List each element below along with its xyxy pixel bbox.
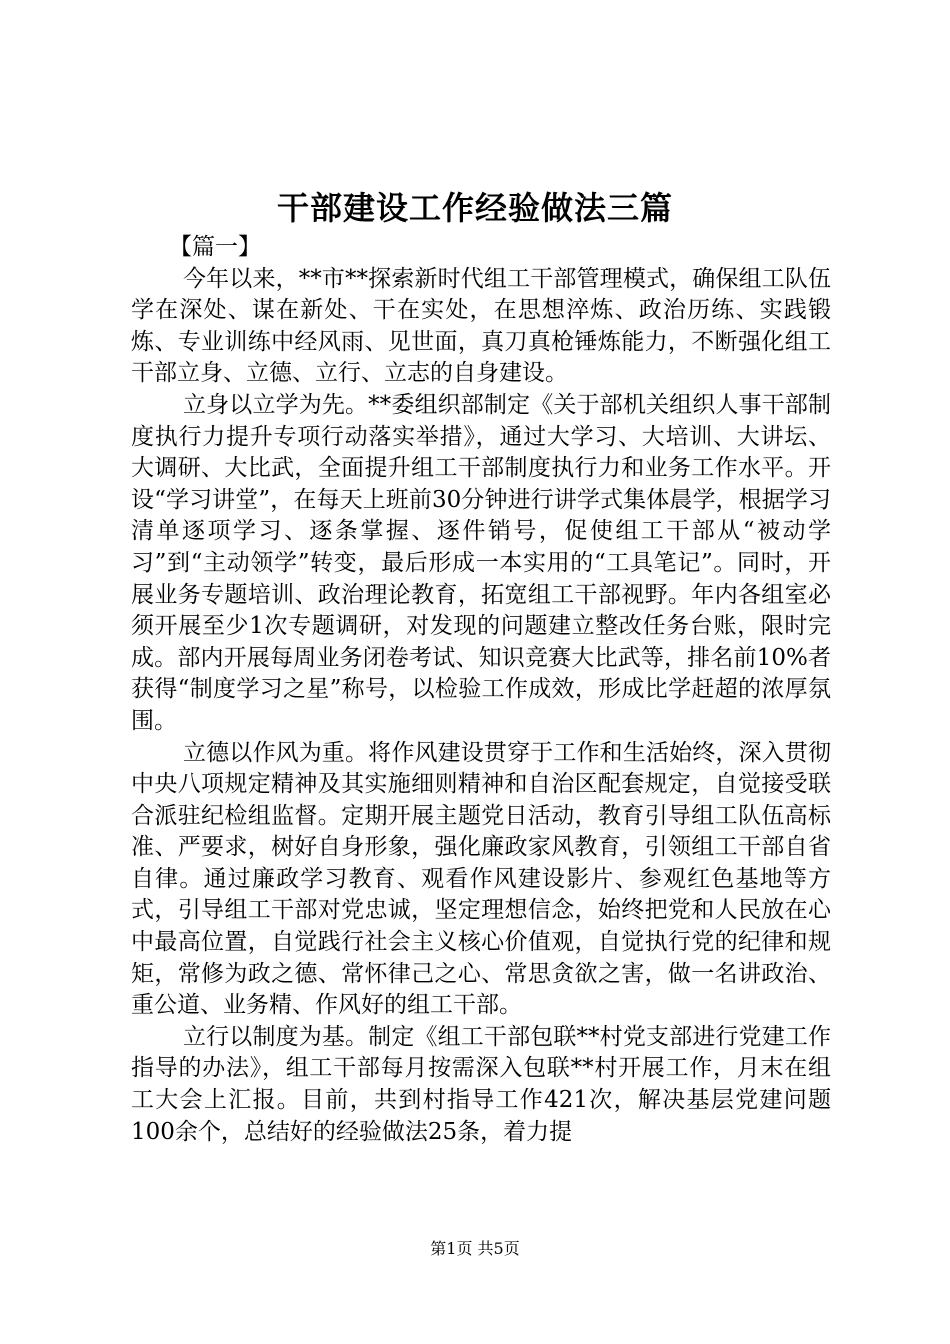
paragraph-intro: 今年以来，**市**探索新时代组工干部管理模式，确保组工队伍学在深处、谋在新处、干在实处，在思想淬炼、政治历练、实践锻炼、专业训练中经风雨、见世面，真刀真枪锤炼能力，不断强化组工干部立身、立德、立行、立志的自身建设。 — [131, 265, 831, 387]
document-title: 干部建设工作经验做法三篇 — [276, 189, 673, 227]
paragraph-lishen: 立身以立学为先。**委组织部制定《关于部机关组织人事干部制度执行力提升专项行动落实举措》，通过大学习、大培训、大讲坛、大调研、大比武，全面提升组工干部制度执行力和业务工作水平。开设“学习讲堂”，在每天上班前30分钟进行讲学式集体晨学，根据学习清单逐项学习、逐条掌握、逐件销号，促使组工干部从“被动学习”到“主动领学”转变，最后形成一本实用的“工具笔记”。同时，开展业务专题培训、政治理论教育，拓宽组工干部视野。年内各组室必须开展至少1次专题调研，对发现的问题建立整改任务台账，限时完成。部内开展每周业务闭卷考试、知识竞赛大比武等，排名前10%者获得“制度学习之星”称号，以检验工作成效，形成比学赶超的浓厚氛围。 — [131, 391, 831, 734]
paragraph-lide: 立德以作风为重。将作风建设贯穿于工作和生活始终，深入贯彻中央八项规定精神及其实施细则精神和自治区配套规定，自觉接受联合派驻纪检组监督。定期开展主题党日活动，教育引导组工队伍高标准、严要求，树好自身形象，强化廉政家风教育，引领组工干部自省自律。通过廉政学习教育、观看作风建设影片、参观红色基地等方式，引导组工干部对党忠诚，坚定理想信念，始终把党和人民放在心中最高位置，自觉践行社会主义核心价值观，自觉执行党的纪律和规矩，常修为政之德、常怀律己之心、常思贪欲之害，做一名讲政治、重公道、业务精、作风好的组工干部。 — [131, 739, 831, 1019]
section-label: 【篇一】 — [169, 234, 261, 260]
page-footer: 第1页 共5页 — [430, 1239, 520, 1258]
document-body — [131, 232, 831, 1148]
paragraph-lixing: 立行以制度为基。制定《组工干部包联**村党支部进行党建工作指导的办法》，组工干部每月按需深入包联**村开展工作，月末在组工大会上汇报。目前，共到村指导工作421次，解决基层党建问题100余个，总结好的经验做法25条，着力提 — [131, 1023, 831, 1145]
